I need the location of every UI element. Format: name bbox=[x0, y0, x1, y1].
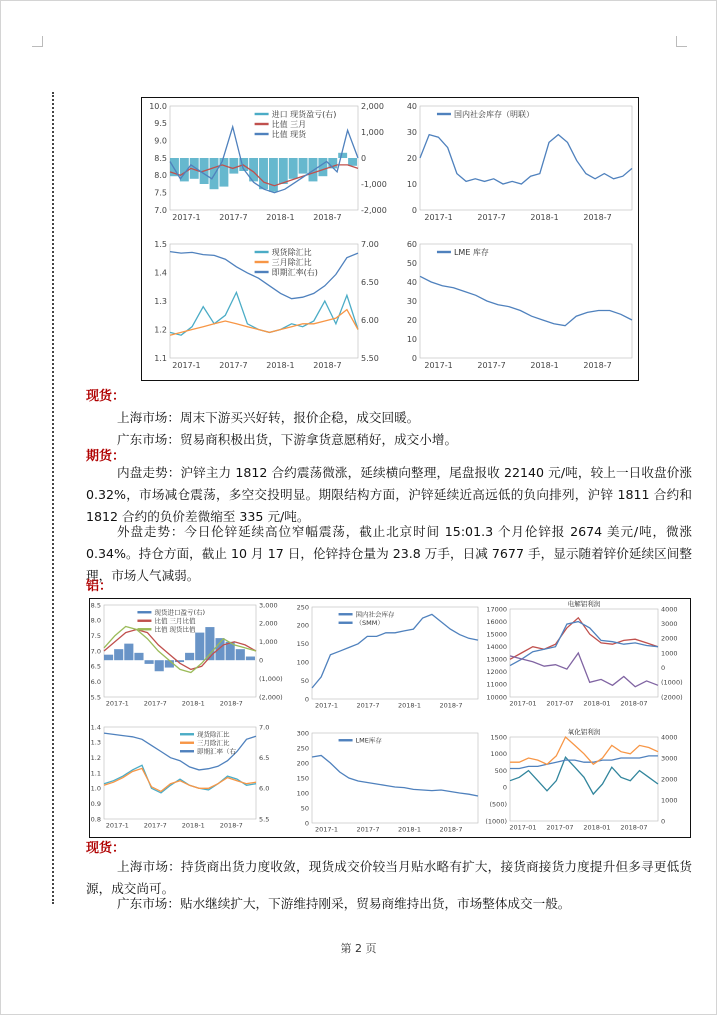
chart-5-xtick: 2017-1 bbox=[315, 701, 339, 710]
chart-4-xtick: 2018-1 bbox=[181, 699, 205, 708]
chart-0-legend-label: 进口 现货盈亏(右) bbox=[271, 109, 337, 119]
chart-8-legend-label: 即期汇率（右 bbox=[197, 747, 236, 756]
chart-7-ytick: 100 bbox=[296, 789, 309, 798]
chart-4-y2tick: 3,000 bbox=[259, 601, 278, 610]
chart-7-ytick: 0 bbox=[304, 819, 309, 828]
chart-6-ytick: 10000 bbox=[486, 693, 507, 702]
chart-9-y2tick: 1000 bbox=[661, 796, 678, 805]
chart-5-ytick: 0 bbox=[304, 695, 309, 704]
chart-4-ytick: 8.0 bbox=[90, 616, 101, 625]
chart-4-ytick: 7.0 bbox=[90, 647, 101, 656]
page-number: 第 2 页 bbox=[340, 942, 377, 955]
chart-4-bar bbox=[195, 633, 204, 661]
chart-1-xtick: 2018-1 bbox=[530, 213, 559, 222]
chart-7-xtick: 2018-7 bbox=[439, 825, 463, 834]
chart-4-ytick: 6.5 bbox=[90, 662, 101, 671]
chart-3-ytick: 20 bbox=[406, 315, 417, 325]
chart-3-plot-area bbox=[420, 244, 632, 358]
zn-domestic-paragraph: 内盘走势：沪锌主力 1812 合约震荡微涨，延续横向整理，尾盘报收 22140 元/吨，较上一日收盘价涨 0.32%，市场减仓震荡，多空交投明显。期限结构方面，沪锌延续近高远低的负向排列，沪锌 1811 合约和 1812 合约的负价差微缩至 335 元/吨。 bbox=[86, 465, 692, 524]
chart-9-series-line bbox=[510, 756, 658, 769]
chart-0-ytick: 7.5 bbox=[154, 188, 167, 198]
chart-0-bar bbox=[318, 158, 327, 176]
chart-4-xtick: 2018-7 bbox=[219, 699, 243, 708]
zinc-charts-figure bbox=[141, 97, 639, 381]
chart-7-xtick: 2017-1 bbox=[315, 825, 339, 834]
chart-0-y2tick: -1,000 bbox=[361, 179, 387, 189]
chart-8-ytick: 1.4 bbox=[90, 723, 101, 732]
chart-2-ytick: 1.1 bbox=[154, 353, 167, 363]
chart-8-ytick: 1.0 bbox=[90, 784, 101, 793]
chart-5-ytick: 200 bbox=[296, 621, 309, 630]
chart-1-ytick: 0 bbox=[411, 205, 417, 215]
chart-8-xtick: 2017-1 bbox=[105, 821, 129, 830]
chart-9-y2tick: 3000 bbox=[661, 754, 678, 763]
chart-3-xtick: 2018-7 bbox=[583, 361, 612, 370]
chart-2-y2tick: 7.00 bbox=[361, 239, 379, 249]
chart-0-bar bbox=[259, 158, 268, 189]
chart-4-bar bbox=[205, 627, 214, 660]
chart-7-ytick: 300 bbox=[296, 729, 309, 738]
chart-9-ytick: (500) bbox=[489, 800, 507, 809]
chart-2-y2tick: 6.50 bbox=[361, 277, 379, 287]
chart-0-y2tick: 1,000 bbox=[361, 127, 384, 137]
chart-9-ytick: (1000) bbox=[485, 817, 507, 826]
chart-8-legend-label: 现货除汇比 bbox=[197, 730, 230, 739]
chart-4-ytick: 6.0 bbox=[90, 677, 101, 686]
chart-6-ytick: 14000 bbox=[486, 642, 507, 651]
chart-9-ytick: 1000 bbox=[490, 750, 507, 759]
chart-0-bar bbox=[279, 158, 288, 184]
chart-0-xtick: 2018-1 bbox=[266, 213, 295, 222]
chart-0-legend-label: 比值 现货 bbox=[271, 129, 307, 139]
chart-0-ytick: 8.0 bbox=[154, 171, 167, 181]
chart-6-ytick: 15000 bbox=[486, 630, 507, 639]
chart-6-y2tick: 4000 bbox=[661, 605, 678, 614]
chart-7-ytick: 200 bbox=[296, 759, 309, 768]
chart-2-ytick: 1.2 bbox=[154, 325, 167, 335]
chart-0-xtick: 2018-7 bbox=[313, 213, 342, 222]
chart-0-ytick: 9.5 bbox=[154, 119, 167, 129]
chart-2-xtick: 2017-1 bbox=[172, 361, 201, 370]
chart-6-xtick: 2017-07 bbox=[546, 699, 574, 708]
chart-5-xtick: 2018-7 bbox=[439, 701, 463, 710]
chart-4-bar bbox=[134, 653, 143, 660]
chart-4-y2tick: 1,000 bbox=[259, 638, 278, 647]
chart-9-y2tick: 0 bbox=[661, 817, 666, 826]
al-heading: 铝： bbox=[86, 579, 113, 594]
chart-0-bar bbox=[289, 158, 298, 179]
chart-3-ytick: 10 bbox=[406, 334, 417, 344]
chart-2-xtick: 2018-1 bbox=[266, 361, 295, 370]
zn-futures-heading: 期货： bbox=[86, 449, 126, 464]
binding-gutter-line bbox=[52, 92, 54, 904]
chart-8-ytick: 0.9 bbox=[90, 799, 101, 808]
chart-8-y2tick: 6.5 bbox=[259, 753, 270, 762]
chart-7-ytick: 150 bbox=[296, 774, 309, 783]
chart-4-bar bbox=[215, 638, 224, 660]
chart-5-plot-area bbox=[312, 607, 478, 699]
chart-9-ytick: 0 bbox=[502, 783, 507, 792]
chart-0-xtick: 2017-1 bbox=[172, 213, 201, 222]
chart-1-xtick: 2018-7 bbox=[583, 213, 612, 222]
chart-0-bar bbox=[210, 158, 219, 189]
chart-7-legend-label: LME库存 bbox=[355, 736, 382, 745]
chart-2-legend-label: 现货除汇比 bbox=[271, 247, 312, 257]
chart-0-ytick: 9.0 bbox=[154, 136, 167, 146]
chart-6-y2tick: 0 bbox=[661, 663, 666, 672]
chart-7-ytick: 50 bbox=[300, 804, 309, 813]
chart-0-bar bbox=[219, 158, 228, 187]
chart-8-xtick: 2018-7 bbox=[219, 821, 243, 830]
chart-4-y2tick: 2,000 bbox=[259, 619, 278, 628]
chart-7-plot-area bbox=[312, 733, 478, 823]
chart-1-series-line bbox=[420, 135, 632, 184]
chart-6-ytick: 13000 bbox=[486, 655, 507, 664]
chart-4-ytick: 5.5 bbox=[90, 693, 101, 702]
chart-2-xtick: 2018-7 bbox=[313, 361, 342, 370]
chart-0-bar bbox=[309, 158, 318, 181]
chart-7-series-line bbox=[312, 756, 478, 797]
chart-0-xtick: 2017-7 bbox=[219, 213, 248, 222]
margin-corner-mark bbox=[32, 36, 43, 47]
chart-6-ytick: 16000 bbox=[486, 617, 507, 626]
chart-0-bar bbox=[338, 153, 347, 158]
chart-9-xtick: 2018-01 bbox=[583, 823, 611, 832]
chart-7-xtick: 2018-1 bbox=[398, 825, 422, 834]
chart-4-y2tick: 0 bbox=[259, 656, 264, 665]
chart-2-ytick: 1.3 bbox=[154, 296, 167, 306]
chart-0-y2tick: 2,000 bbox=[361, 101, 384, 111]
chart-6-series-line bbox=[510, 653, 658, 687]
chart-9-y2tick: 2000 bbox=[661, 775, 678, 784]
chart-6-y2tick: 1000 bbox=[661, 649, 678, 658]
chart-3-xtick: 2017-7 bbox=[477, 361, 506, 370]
chart-4-bar bbox=[114, 649, 123, 660]
chart-6-title: 电解铝利润 bbox=[567, 600, 601, 608]
chart-8-ytick: 1.1 bbox=[90, 769, 101, 778]
chart-4-legend-label: 现货进口盈亏(右) bbox=[154, 608, 206, 617]
chart-4-legend-label: 比值 三月比值 bbox=[154, 617, 196, 626]
chart-3-ytick: 50 bbox=[406, 258, 417, 268]
chart-0-legend-label: 比值 三月 bbox=[271, 119, 307, 129]
zn-spot-shanghai: 上海市场：周末下游买兴好转，报价企稳，成交回暖。 bbox=[117, 410, 420, 425]
chart-6-ytick: 12000 bbox=[486, 668, 507, 677]
chart-8-y2tick: 7.0 bbox=[259, 723, 270, 732]
chart-6-ytick: 17000 bbox=[486, 605, 507, 614]
chart-9-y2tick: 4000 bbox=[661, 733, 678, 742]
chart-9-xtick: 2017-07 bbox=[546, 823, 574, 832]
chart-4-bar bbox=[236, 649, 245, 660]
chart-5-series-line bbox=[312, 614, 478, 688]
chart-8-series-line bbox=[104, 768, 256, 791]
chart-5-legend-label: 国内社会库存 bbox=[355, 610, 395, 619]
zinc-charts-svg bbox=[142, 98, 638, 380]
aluminum-charts-svg bbox=[90, 599, 690, 837]
chart-8-ytick: 1.2 bbox=[90, 753, 101, 762]
chart-5-ytick: 250 bbox=[296, 603, 309, 612]
chart-3-xtick: 2017-1 bbox=[424, 361, 453, 370]
chart-6-xtick: 2018-07 bbox=[620, 699, 648, 708]
chart-8-y2tick: 6.0 bbox=[259, 784, 270, 793]
chart-6-xtick: 2018-01 bbox=[583, 699, 611, 708]
margin-corner-mark bbox=[676, 36, 687, 47]
chart-4-y2tick: (1,000) bbox=[259, 674, 283, 683]
chart-2-legend-label: 三月除汇比 bbox=[271, 257, 312, 267]
chart-4-bar bbox=[145, 660, 154, 664]
chart-3-ytick: 30 bbox=[406, 296, 417, 306]
chart-2-legend-label: 即期汇率(右) bbox=[271, 267, 318, 277]
chart-2-series-line bbox=[170, 292, 358, 335]
chart-7-xtick: 2017-7 bbox=[356, 825, 380, 834]
chart-2-series-line bbox=[170, 252, 358, 299]
chart-9-ytick: 1500 bbox=[490, 733, 507, 742]
chart-6-series-line bbox=[510, 622, 658, 666]
chart-6-plot-area bbox=[510, 609, 658, 697]
chart-3-series-line bbox=[420, 276, 632, 325]
chart-4-bar bbox=[124, 644, 133, 661]
chart-2-xtick: 2017-7 bbox=[219, 361, 248, 370]
chart-9-xtick: 2017-01 bbox=[509, 823, 537, 832]
chart-1-xtick: 2017-1 bbox=[424, 213, 453, 222]
chart-0-bar bbox=[348, 158, 357, 166]
chart-0-bar bbox=[299, 158, 308, 174]
chart-2-y2tick: 6.00 bbox=[361, 315, 379, 325]
chart-5-xtick: 2018-1 bbox=[398, 701, 422, 710]
chart-1-ytick: 10 bbox=[406, 179, 417, 189]
chart-4-ytick: 8.5 bbox=[90, 601, 101, 610]
chart-1-xtick: 2017-7 bbox=[477, 213, 506, 222]
chart-2-ytick: 1.4 bbox=[154, 268, 167, 278]
chart-3-ytick: 40 bbox=[406, 277, 417, 287]
chart-9-ytick: 500 bbox=[494, 766, 507, 775]
chart-0-bar bbox=[269, 158, 278, 192]
chart-8-xtick: 2018-1 bbox=[181, 821, 205, 830]
chart-9-xtick: 2018-07 bbox=[620, 823, 648, 832]
chart-6-y2tick: (2000) bbox=[661, 693, 683, 702]
chart-2-ytick: 1.5 bbox=[154, 239, 167, 249]
al-spot-shanghai: 上海市场：持货商出货力度收敛，现货成交价较当月贴水略有扩大，接货商接货力度提升但多寻更低货源，成交尚可。 bbox=[86, 859, 692, 896]
zn-spot-heading: 现货： bbox=[86, 389, 126, 404]
chart-6-y2tick: 3000 bbox=[661, 619, 678, 628]
chart-4-xtick: 2017-7 bbox=[143, 699, 167, 708]
chart-3-ytick: 0 bbox=[411, 353, 417, 363]
chart-2-series-line bbox=[170, 310, 358, 336]
chart-8-legend-label: 三月除汇比 bbox=[197, 739, 230, 748]
chart-5-xtick: 2017-7 bbox=[356, 701, 380, 710]
chart-8-ytick: 0.8 bbox=[90, 815, 101, 824]
chart-3-xtick: 2018-1 bbox=[530, 361, 559, 370]
chart-7-ytick: 250 bbox=[296, 744, 309, 753]
chart-4-ytick: 7.5 bbox=[90, 631, 101, 640]
chart-0-y2tick: -2,000 bbox=[361, 205, 387, 215]
chart-4-legend-label: 比值 现货比值 bbox=[154, 625, 196, 634]
chart-5-ytick: 150 bbox=[296, 640, 309, 649]
chart-4-xtick: 2017-1 bbox=[105, 699, 129, 708]
chart-4-bar bbox=[104, 655, 113, 661]
chart-5-ytick: 50 bbox=[300, 676, 309, 685]
chart-6-ytick: 11000 bbox=[486, 680, 507, 689]
chart-1-legend-label: 国内社会库存（明联） bbox=[453, 109, 534, 119]
chart-6-y2tick: 2000 bbox=[661, 634, 678, 643]
chart-4-y2tick: (2,000) bbox=[259, 693, 283, 702]
chart-0-ytick: 8.5 bbox=[154, 153, 167, 163]
chart-6-xtick: 2017-01 bbox=[509, 699, 537, 708]
chart-1-ytick: 30 bbox=[406, 127, 417, 137]
chart-5-legend-label: （SMM） bbox=[355, 619, 384, 628]
chart-3-legend-label: LME 库存 bbox=[453, 247, 489, 257]
chart-4-bar bbox=[246, 657, 255, 661]
chart-5-ytick: 100 bbox=[296, 658, 309, 667]
chart-2-y2tick: 5.50 bbox=[361, 353, 379, 363]
chart-8-y2tick: 5.5 bbox=[259, 815, 270, 824]
zn-foreign-paragraph: 外盘走势：今日伦锌延续高位窄幅震荡，截止北京时间 15:01.3 个月伦锌报 2674 美元/吨，微涨 0.34%。持仓方面，截止 10 月 17 日，伦锌持仓量为 23.8 万手，日减 7677 手，显示随着锌价延续区间整理，市场人气减弱。 bbox=[86, 524, 692, 583]
chart-9-title: 氧化铝利润 bbox=[567, 728, 601, 736]
chart-1-ytick: 40 bbox=[406, 101, 417, 111]
chart-4-bar bbox=[155, 660, 164, 671]
chart-6-y2tick: (1000) bbox=[661, 678, 683, 687]
zn-spot-guangdong: 广东市场：贸易商积极出货，下游拿货意愿稍好，成交小增。 bbox=[117, 432, 458, 447]
chart-0-y2tick: 0 bbox=[361, 153, 367, 163]
chart-8-ytick: 1.3 bbox=[90, 738, 101, 747]
chart-0-ytick: 7.0 bbox=[154, 205, 167, 215]
chart-0-bar bbox=[229, 158, 238, 174]
aluminum-charts-figure bbox=[89, 598, 691, 838]
chart-3-ytick: 60 bbox=[406, 239, 417, 249]
chart-8-xtick: 2017-7 bbox=[143, 821, 167, 830]
chart-9-series-line bbox=[510, 737, 658, 764]
chart-1-ytick: 20 bbox=[406, 153, 417, 163]
al-spot-guangdong: 广东市场：贴水继续扩大，下游维持刚采，贸易商维持出货，市场整体成交一般。 bbox=[117, 896, 571, 911]
chart-0-ytick: 10.0 bbox=[149, 101, 167, 111]
al-spot-heading: 现货： bbox=[86, 841, 126, 856]
chart-4-bar bbox=[185, 653, 194, 660]
